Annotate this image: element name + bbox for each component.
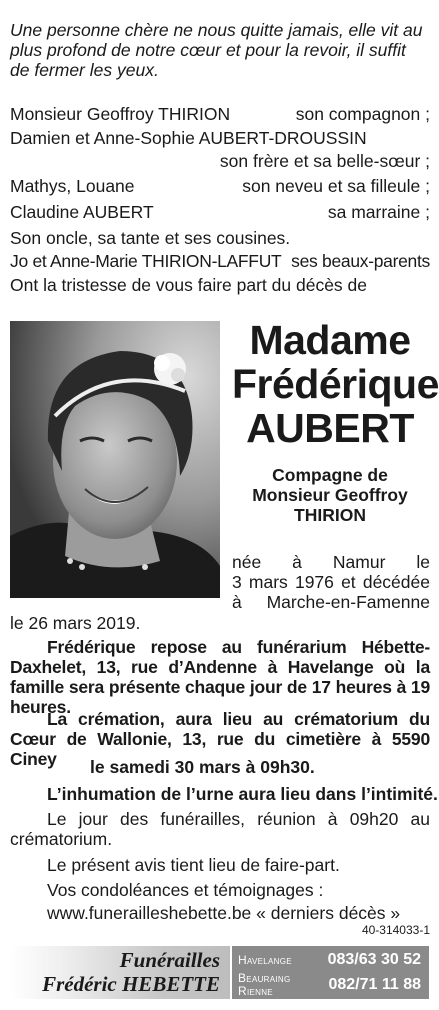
deceased-last-name: AUBERT (246, 405, 414, 451)
family-relation: ses beaux-parents (291, 251, 430, 271)
portrait-photo (10, 321, 220, 598)
funeral-home-brand (10, 946, 230, 999)
family-name: Claudine AUBERT (10, 202, 154, 222)
funerarium-info: Frédérique repose au funérarium Hébette-Daxhelet, 13, rue d’Andenne à Havelange où la famille sera présente chaque jour de 17 heures à 19 heures. (10, 637, 430, 717)
phone-beauraing[interactable]: 082/71 11 88 (328, 976, 421, 993)
portrait-image (10, 321, 220, 598)
brand-line: Frédéric HEBETTE (42, 972, 220, 996)
place-havelange: Havelange (238, 953, 292, 967)
family-name: Mathys, Louane (10, 176, 135, 196)
family-name: Monsieur Geoffroy THIRION (10, 104, 231, 124)
phone-havelange[interactable]: 083/63 30 52 (327, 951, 421, 968)
family-row-companion (10, 104, 430, 124)
companion-line: Monsieur Geoffroy (252, 485, 408, 505)
family-name: Jo et Anne-Marie THIRION-LAFFUT (10, 251, 282, 271)
family-row-inlaws (10, 251, 430, 271)
family-row-godmother (10, 202, 430, 222)
website-link[interactable]: www.funerailleshebette.be « derniers décès » (47, 903, 401, 923)
family-relation-brother: son frère et sa belle-sœur ; (219, 151, 430, 171)
family-relation: son neveu et sa filleule ; (242, 176, 430, 196)
companion-line: Compagne de (272, 465, 388, 485)
death-line: à Marche-en-Famenne (232, 592, 430, 612)
family-extended: Son oncle, sa tante et ses cousines. (10, 228, 291, 248)
intro-quote: Une personne chère ne nous quitte jamais, elle vit au plus profond de notre cœur et pour la revoir, il suffit de fermer les yeux. (10, 20, 423, 80)
reunion-info: Le jour des funérailles, réunion à 09h20 au crématorium. (10, 809, 430, 849)
deceased-first-name: Frédérique (232, 361, 439, 407)
cremation-date: le samedi 30 mars à 09h30. (90, 757, 315, 777)
family-name-brother: Damien et Anne-Sophie AUBERT-DROUSSIN (10, 128, 367, 148)
contact-box (232, 946, 429, 999)
brand-line: Funérailles (119, 948, 220, 972)
deceased-title: Madame (249, 317, 411, 363)
urn-info: L’inhumation de l’urne aura lieu dans l’intimité. (47, 784, 438, 804)
place-beauraing: Beauraing (238, 971, 291, 985)
family-relation: sa marraine ; (327, 202, 430, 222)
companion-block (232, 465, 428, 525)
birth-line: née à Namur le (232, 552, 430, 572)
birth-line: 3 mars 1976 et décédée (232, 572, 430, 592)
notice-info: Le présent avis tient lieu de faire-part. (47, 855, 340, 875)
announcement-line: Ont la tristesse de vous faire part du décès de (10, 275, 367, 295)
death-date: le 26 mars 2019. (10, 613, 141, 633)
family-relation: son compagnon ; (295, 104, 430, 124)
place-rienne: Rienne (238, 984, 273, 998)
birth-death-block (232, 552, 430, 612)
family-row-nephew (10, 176, 430, 196)
companion-line: THIRION (294, 505, 366, 525)
reference-number: 40-314033-1 (361, 923, 430, 937)
condolences-info: Vos condoléances et témoignages : (47, 880, 324, 900)
cremation-info: La crémation, aura lieu au crématorium du Cœur de Wallonie, 13, rue du cimetière à 5590 Ciney (10, 709, 430, 769)
